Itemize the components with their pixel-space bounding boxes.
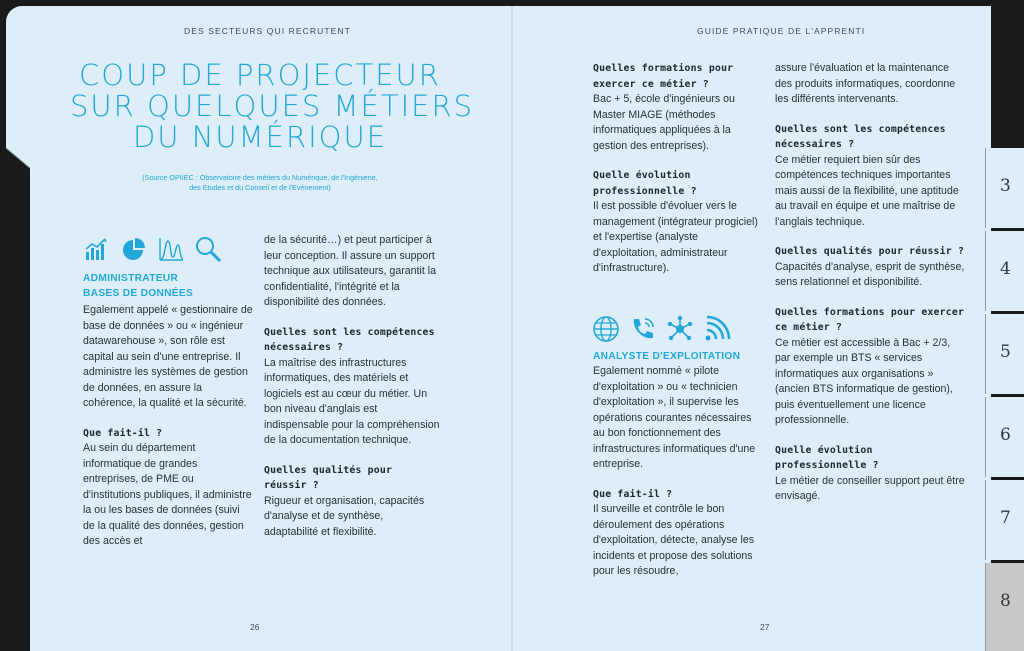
job2-intro: Egalement nommé « pilote d'exploitation » ou « technicien d'exploitation », il supervise les opérations courantes nécessaires au bon fonctionnement des infrastructures informatiques d'une entreprise. <box>593 365 756 470</box>
job2-answer-1-continued: assure l'évaluation et la maintenance des produits informatiques, coordonne les différents intervenants. <box>775 62 956 105</box>
chapter-tab-6[interactable] <box>985 397 1024 477</box>
job2-question-2: Quelles sont les compétences nécessaires ? <box>775 123 946 150</box>
job2-question-1: Que fait-il ? <box>593 488 673 500</box>
left-page-edge <box>0 148 36 651</box>
chapter-tab-4[interactable] <box>985 231 1024 311</box>
job1-question-4: Quelles formations pour exercer ce métier ? <box>593 63 734 90</box>
job1-answer-3: Rigueur et organisation, capacités d'analyse et de synthèse, adaptabilité et flexibilité. <box>264 494 425 538</box>
job2-answer-1: Il surveille et contrôle le bon déroulement des opérations d'exploitation, détecte, analyse les incidents et propose des solutions pour les résoudre, <box>593 503 755 577</box>
job1-column-1 <box>83 303 253 564</box>
job2-question-3: Quelles qualités pour réussir ? <box>775 246 965 257</box>
job1-icons <box>83 235 222 263</box>
source-line: des Etudes et du Conseil et de l'Evénement) <box>189 183 331 192</box>
bar-chart-icon <box>83 235 111 263</box>
job2-title: ANALYSTE D'EXPLOITATION <box>593 351 741 362</box>
job2-answer-4: Ce métier est accessible à Bac + 2/3, par exemple un BTS « services informatiques aux organisations » (ancien BTS informatique de gestion), puis éventuellement une licence professionnelle. <box>775 336 953 426</box>
running-header-left: DES SECTEURS QUI RECRUTENT <box>184 26 351 36</box>
distribution-chart-icon <box>157 235 185 263</box>
job2-answer-3: Capacités d'analyse, esprit de synthèse, sens relationnel et disponibilité. <box>775 260 965 288</box>
job1-answer-1: Au sein du département informatique de grandes entreprises, de PME ou d'institutions publiques, il administre la ou les bases de données (suivi de la qualité des données, gestion des accès et <box>83 442 252 547</box>
job1-title <box>83 271 193 301</box>
chapter-tab-label: 8 <box>1000 591 1011 611</box>
page-title <box>70 58 475 154</box>
pie-chart-icon <box>120 235 148 263</box>
chapter-tab-label: 7 <box>1000 508 1011 528</box>
network-icon <box>666 315 694 343</box>
title-line: COUP DE PROJECTEUR <box>79 58 441 92</box>
chapter-tab-5[interactable] <box>985 314 1024 394</box>
source-line: (Source OPIIEC : Observatoire des métiers du Numérique, de l'Ingénierie, <box>142 173 378 182</box>
chapter-tab-label: 4 <box>1000 259 1011 279</box>
title-line: SUR QUELQUES MÉTIERS <box>70 89 475 123</box>
job1-answer-2: La maîtrise des infrastructures informatiques, des matériels et logiciels est au cœur du métier. Un bon niveau d'anglais est indispensable pour la compréhension de la documentation technique. <box>264 356 440 446</box>
job2-question-4: Quelles formations pour exercer ce métier ? <box>775 306 965 333</box>
job1-title-line2: BASES DE DONNÉES <box>83 288 194 299</box>
job1-question-1: Que fait-il ? <box>83 427 163 439</box>
page-number-right: 27 <box>760 622 770 632</box>
chapter-tab-label: 3 <box>1000 176 1011 196</box>
job1-intro: Egalement appelé « gestionnaire de base de données » ou « ingénieur datawarehouse », son rôle est capital au sein d'une entreprise. Il administre les systèmes de gestion de données, en assure la cohérence, la qualité et la sécurité. <box>83 304 253 409</box>
chapter-tab-3[interactable] <box>985 148 1024 228</box>
job1-question-3: Quelles qualités pour réussir ? <box>264 464 393 491</box>
job2-answer-2: Ce métier requiert bien sûr des compétences techniques importantes mais aussi de la flexibilité, une aptitude au travail en équipe et une maîtrise de l'anglais technique. <box>775 153 959 228</box>
chapter-tab-label: 5 <box>1000 342 1011 362</box>
chapter-tab-label: 6 <box>1000 425 1011 445</box>
job1-question-5: Quelle évolution professionnelle ? <box>593 170 697 197</box>
page-number-left: 26 <box>250 622 260 632</box>
title-line: DU NUMÉRIQUE <box>132 120 388 154</box>
job2-answer-5: Le métier de conseiller support peut être envisagé. <box>775 474 965 502</box>
globe-icon <box>592 315 620 343</box>
job1-title-line1: ADMINISTRATEUR <box>83 273 179 284</box>
magnifier-icon <box>194 235 222 263</box>
job1-column-2 <box>264 233 440 554</box>
job1-answer-1-continued: de la sécurité…) et peut participer à leur conception. Il assure un support technique aux utilisateurs, garantit la confidentialité, l'intégrité et la disponibilité des données. <box>264 234 436 308</box>
job1-answer-4: Bac + 5, école d'ingénieurs ou Master MIAGE (méthodes informatiques appliquées à la gestion des entreprises). <box>593 93 735 152</box>
chapter-tab-7[interactable] <box>985 480 1024 560</box>
job1-question-2: Quelles sont les compétences nécessaires ? <box>264 326 435 353</box>
phone-icon <box>629 315 657 343</box>
chapter-tab-8[interactable] <box>985 563 1024 651</box>
chapter-tabs <box>985 148 1024 651</box>
job1-column-3 <box>593 61 765 291</box>
wifi-signal-icon <box>703 315 731 343</box>
job2-column-2 <box>775 61 965 519</box>
job1-answer-5: Il est possible d'évoluer vers le management (intégrateur progiciel) et l'expertise (analyste d'exploitation, administrateur d'infrastructure). <box>593 200 758 274</box>
job2-column-1 <box>593 364 765 594</box>
job2-question-5: Quelle évolution professionnelle ? <box>775 444 879 471</box>
source-note <box>110 173 410 193</box>
job2-icons <box>592 315 731 343</box>
running-header-right: GUIDE PRATIQUE DE L'APPRENTI <box>697 26 866 36</box>
